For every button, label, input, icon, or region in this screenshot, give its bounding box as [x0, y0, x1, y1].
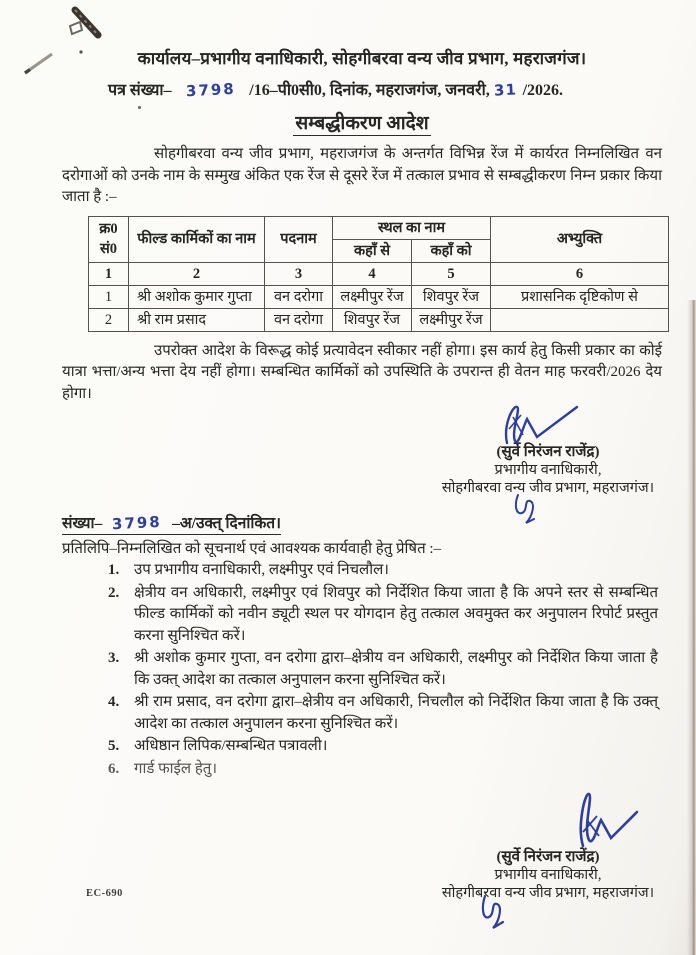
- signature-block: [398, 796, 696, 902]
- cell-post: वन दरोगा: [265, 308, 333, 331]
- copy-item: 6. गार्ड फाईल हेतु।: [108, 760, 218, 777]
- letter-number-handwritten: 3798: [185, 79, 236, 101]
- copy-heading: प्रतिलिपि–निम्नलिखित को सूचनार्थ एवं आवश्यक कार्यवाही हेतु प्रेषित :–: [62, 541, 442, 557]
- pen-flourish-icon: [473, 892, 517, 932]
- col-to-header: कहाँ को: [412, 239, 491, 262]
- cell-to: लक्ष्मीपुर रेंज: [412, 308, 491, 331]
- cell-from: लक्ष्मीपुर रेंज: [333, 285, 412, 308]
- signature-block: [398, 401, 696, 497]
- letter-day-handwritten: 31: [493, 80, 518, 100]
- reference-line: [62, 511, 662, 535]
- cell-name: श्री राम प्रसाद: [129, 308, 265, 331]
- signatory-office: सोहगीबरवा वन्य जीव प्रभाग, महराजगंज।: [441, 885, 655, 901]
- signature-scribble-icon: [563, 786, 643, 850]
- cell-to: शिवपुर रेंज: [412, 285, 491, 308]
- signatory-name: (सुर्वे निरंजन राजेंद्र): [496, 444, 600, 460]
- col-from-header: कहाँ से: [333, 239, 412, 262]
- cell-from: शिवपुर रेंज: [333, 308, 412, 331]
- col-remarks-header: अभ्युक्ति: [491, 216, 669, 262]
- letter-number-line: [108, 78, 662, 100]
- column-number-row: 1 2 3 4 5 6: [89, 262, 669, 285]
- table-header-row: [89, 216, 669, 239]
- table-row: [89, 308, 669, 331]
- signatory-office: सोहगीबरवा वन्य जीव प्रभाग, महराजगंज।: [441, 480, 655, 496]
- reference-suffix: –अ/उक्त् दिनांकित।: [172, 515, 281, 532]
- copy-item: 5. अधिष्ठान लिपिक/सम्बन्धित पत्रावली।: [108, 738, 328, 754]
- body-paragraph: उपरोक्त आदेश के विरूद्ध कोई प्रत्यावेदन स्वीकार नहीं होगा। इस कार्य हेतु किसी प्रकार का कोई यात्रा भत्ता/अन्य भत्ता देय नहीं होगा। सम्बन्धित कार्मिकों को उपस्थिति के उपरान्त ही वेतन माह फरवरी/2026 देय होगा।: [62, 342, 662, 402]
- intro-paragraph: सोहगीबरवा वन्य जीव प्रभाग, महराजगंज के अन्तर्गत विभिन्न रेंज में कार्यरत निम्नलिखित वन दरोगाओं को उनके नाम के सम्मुख अंकित एक रेंज से दूसरे रेंज में तत्काल प्रभाव से सम्बद्धीकरण निम्न प्रकार किया जाता है :–: [62, 146, 662, 205]
- signatory-name: (सुर्वे निरंजन राजेंद्र): [496, 849, 600, 865]
- cell-name: श्री अशोक कुमार गुप्ता: [129, 285, 265, 308]
- cell-serial: 2: [89, 308, 129, 331]
- signature-area: [398, 796, 696, 848]
- letter-year: /2026.: [522, 82, 564, 99]
- transfer-table: [88, 216, 669, 332]
- col-serial-header: क्र0 सं0: [89, 216, 129, 262]
- letter-number-middle: /16–पी0सी0, दिनांक, महराजगंज, जनवरी,: [249, 82, 490, 99]
- reference-number-handwritten: 3798: [111, 512, 163, 534]
- signatory-designation: प्रभागीय वनाधिकारी,: [494, 867, 602, 883]
- reference-prefix: संख्या–: [62, 515, 103, 532]
- signature-scribble-icon: [493, 397, 583, 449]
- col-post-header: पदनाम: [265, 216, 333, 262]
- cell-remark: प्रशासनिक दृष्टिकोण से: [491, 285, 669, 308]
- copy-item: 3. श्री अशोक कुमार गुप्ता, वन दरोगा द्वारा–क्षेत्रीय वन अधिकारी, लक्ष्मीपुर को निर्देशित किया जाता है कि उक्त् आदेश का तत्काल अनुपालन करना सुनिश्चित करें।: [108, 650, 658, 688]
- letter-number-prefix: पत्र संख्या–: [108, 82, 172, 99]
- col-place-group-header: स्थल का नाम: [333, 216, 491, 239]
- signature-area: [398, 401, 696, 443]
- col-name-header: फील्ड कार्मिकों का नाम: [129, 216, 265, 262]
- cell-serial: 1: [89, 285, 129, 308]
- footer-code: EC-690: [86, 888, 123, 899]
- cell-post: वन दरोगा: [265, 285, 333, 308]
- order-title: सम्बद्धीकरण आदेश: [295, 113, 429, 134]
- copy-list: [62, 560, 662, 780]
- copy-item: 1. उप प्रभागीय वनाधिकारी, लक्ष्मीपुर एवं निचलौल।: [108, 562, 389, 578]
- copy-item: 4. श्री राम प्रसाद, वन दरोगा द्वारा–क्षेत्रीय वन अधिकारी, निचलौल को निर्देशित किया जाता है कि उक्त् आदेश का तत्काल अनुपालन करना सुनिश्चित करें।: [108, 694, 658, 732]
- office-title: कार्यालय–प्रभागीय वनाधिकारी, सोहगीबरवा वन्य जीव प्रभाग, महराजगंज।: [137, 49, 587, 68]
- pen-flourish-icon: [508, 491, 548, 527]
- table-row: [89, 285, 669, 308]
- copy-item: 2. क्षेत्रीय वन अधिकारी, लक्ष्मीपुर एवं शिवपुर को निर्देशित किया जाता है कि अपने स्तर से सम्बन्धित फील्ड कार्मिकों को नवीन ड्यूटी स्थल पर योगदान हेतु तत्काल अवमुक्त कर अनुपालन रिपोर्ट प्रस्तुत करना सुनिश्चित करें।: [108, 584, 658, 644]
- cell-remark: [491, 308, 669, 331]
- signatory-designation: प्रभागीय वनाधिकारी,: [494, 462, 602, 478]
